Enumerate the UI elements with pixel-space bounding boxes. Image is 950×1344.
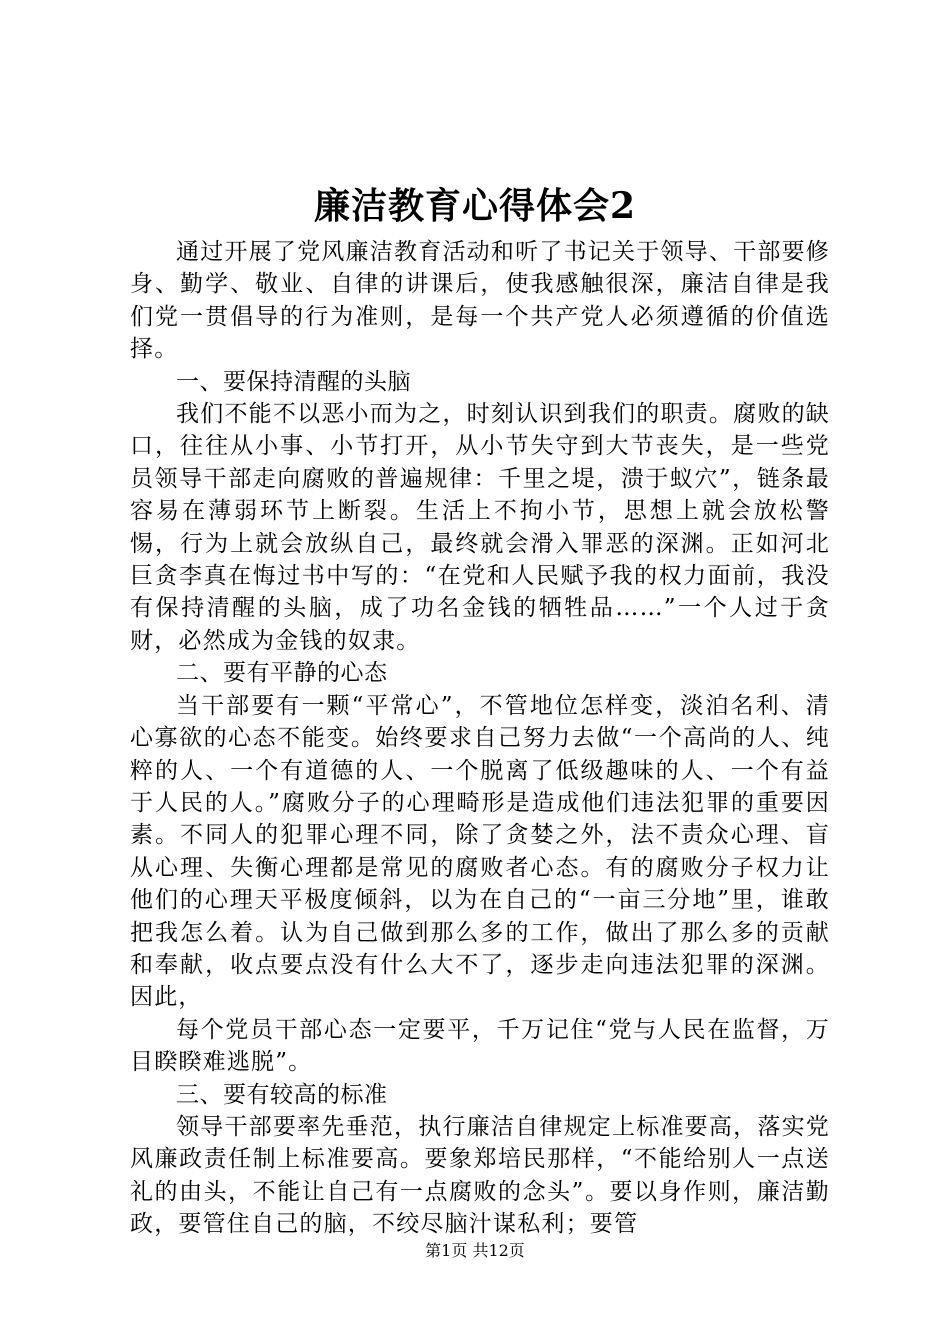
paragraph-section-1: 我们不能不以恶小而为之，时刻认识到我们的职责。腐败的缺口，往往从小事、小节打开，从小节失守到大节丧失，是一些党员领导干部走向腐败的普遍规律：千里之堤，溃于蚁穴”，链条最容易在薄弱环节上断裂。生活上不拘小节，思想上就会放松警惕，行为上就会放纵自己，最终就会滑入罪恶的深渊。正如河北巨贪李真在悔过书中写的：“在党和人民赋予我的权力面前，我没有保持清醒的头脑，成了功名金钱的牺牲品……”一个人过于贪财，必然成为金钱的奴隶。 [130, 401, 830, 654]
paragraph-section-2: 当干部要有一颗“平常心”，不管地位怎样变，淡泊名利、清心寡欲的心态不能变。始终要求自己努力去做“一个高尚的人、纯粹的人、一个有道德的人、一个脱离了低级趣味的人、一个有益于人民的人。”腐败分子的心理畸形是造成他们违法犯罪的重要因素。不同人的犯罪心理不同，除了贪婪之外，法不责众心理、盲从心理、失衡心理都是常见的腐败者心态。有的腐败分子权力让他们的心理天平极度倾斜，以为在自己的“一亩三分地”里，谁敢把我怎么着。认为自己做到那么多的工作，做出了那么多的贡献和奉献，收点要点没有什么大不了，逐步走向违法犯罪的深渊。因此， [130, 692, 830, 1011]
paragraph-section-2-cont: 每个党员干部心态一定要平，千万记住“党与人民在监督，万目睽睽难逃脱”。 [130, 1016, 830, 1076]
section-heading-2: 二、要有平静的心态 [176, 660, 388, 687]
paragraph-section-3: 领导干部要率先垂范，执行廉洁自律规定上标准要高，落实党风廉政责任制上标准要高。要象郑培民那样，“不能给别人一点送礼的由头，不能让自己有一点腐败的念头”。要以身作则，廉洁勤政，要管住自己的脑，不绞尽脑汁谋私利；要管 [130, 1113, 830, 1238]
section-heading-3: 三、要有较高的标准 [176, 1081, 388, 1108]
document-title: 廉洁教育心得体会2 [313, 185, 637, 227]
document-body [130, 236, 830, 1241]
section-heading-1: 一、要保持清醒的头脑 [176, 368, 411, 395]
page-footer: 第1页 共12页 [425, 1241, 525, 1260]
paragraph-intro: 通过开展了党风廉洁教育活动和听了书记关于领导、干部要修身、勤学、敬业、自律的讲课后，使我感触很深，廉洁自律是我们党一贯倡导的行为准则，是每一个共产党人必须遵循的价值选择。 [130, 239, 830, 363]
